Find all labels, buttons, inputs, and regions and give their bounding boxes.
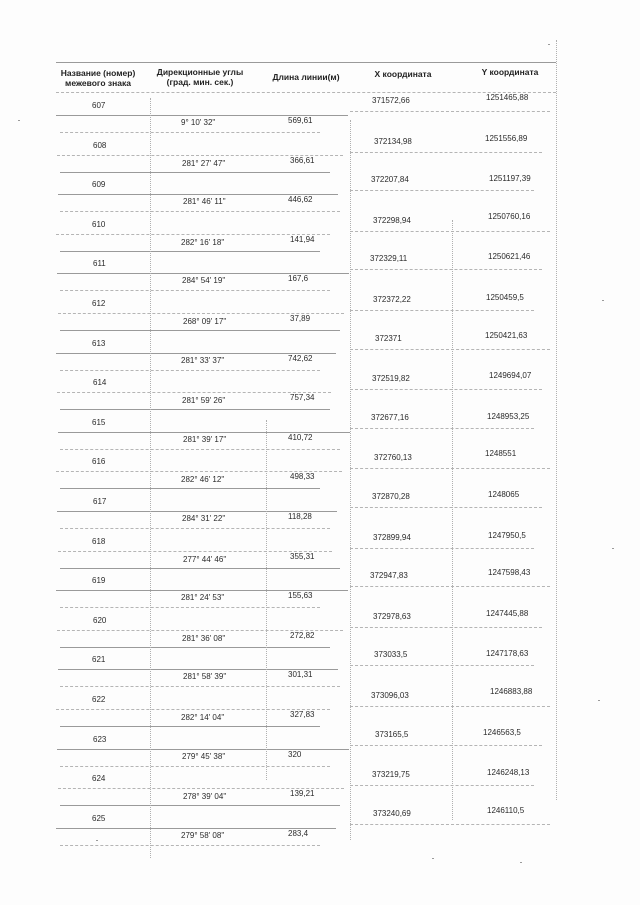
- directional-angle: 281° 24' 53": [181, 593, 225, 603]
- directional-angle: 282° 46' 12": [181, 475, 225, 485]
- line-length: 355,31: [290, 551, 315, 561]
- line-length: 167,6: [288, 274, 309, 284]
- point-name: 613: [92, 338, 106, 348]
- scan-speck: [598, 700, 600, 701]
- scan-speck: [612, 548, 614, 549]
- directional-angle: 284° 31' 22": [182, 514, 226, 523]
- directional-angle: 277° 44' 46": [183, 554, 227, 564]
- row-divider: [60, 132, 320, 133]
- x-coordinate: 371572,66: [372, 96, 410, 105]
- header-y: Y координата: [481, 67, 539, 77]
- x-coordinate: 372677,16: [371, 412, 409, 422]
- row-divider: [350, 745, 542, 746]
- directional-angle: 281° 39' 17": [183, 434, 227, 444]
- y-coordinate: 1246248,13: [487, 768, 530, 778]
- line-length: 757,34: [290, 393, 315, 403]
- scan-speck: [602, 300, 604, 301]
- point-name: 615: [92, 417, 106, 427]
- line-length: 118,28: [288, 512, 312, 521]
- y-coordinate: 1246110,5: [487, 805, 525, 815]
- line-length: 327,83: [290, 710, 315, 719]
- directional-angle: 281° 36' 08": [182, 633, 226, 643]
- x-coordinate: 373240,69: [373, 808, 411, 818]
- row-divider: [56, 709, 330, 710]
- point-name: 612: [92, 299, 106, 308]
- header-bottom-rule: [56, 92, 556, 93]
- y-coordinate: 1251465,88: [486, 93, 529, 102]
- directional-angle: 278° 39' 04": [183, 792, 227, 802]
- row-divider: [60, 251, 320, 252]
- column-divider: [452, 220, 453, 820]
- x-coordinate: 372372,22: [373, 295, 411, 304]
- directional-angle: 9° 10' 32": [181, 118, 216, 127]
- point-name: 617: [93, 497, 107, 506]
- point-name: 621: [92, 655, 106, 665]
- scan-speck: [18, 120, 20, 121]
- y-coordinate: 1247950,5: [488, 530, 526, 540]
- directional-angle: 281° 46' 11": [183, 197, 226, 207]
- row-divider: [350, 665, 534, 666]
- row-divider: [350, 152, 542, 153]
- x-coordinate: 372298,94: [373, 215, 411, 225]
- directional-angle: 279° 45' 38": [182, 751, 226, 761]
- row-divider: [60, 330, 340, 331]
- row-divider: [60, 686, 340, 687]
- y-coordinate: 1247445,88: [486, 608, 529, 618]
- y-coordinate: 1246563,5: [483, 727, 521, 737]
- row-divider: [350, 310, 534, 311]
- point-name: 620: [93, 615, 107, 625]
- y-coordinate: 1251556,89: [485, 133, 528, 143]
- point-name: 618: [92, 536, 106, 546]
- y-coordinate: 1246883,88: [490, 687, 533, 696]
- point-name: 622: [92, 695, 106, 704]
- directional-angle: 279° 58' 08": [181, 830, 225, 840]
- point-name: 607: [92, 101, 106, 110]
- row-divider: [60, 568, 340, 569]
- row-divider: [60, 647, 330, 648]
- row-divider: [60, 172, 330, 173]
- row-divider: [350, 111, 550, 112]
- point-name: 624: [92, 774, 106, 784]
- header-name: Название (номер) межевого знака: [60, 68, 136, 88]
- scan-speck: [548, 44, 550, 45]
- y-coordinate: 1247598,43: [488, 568, 531, 578]
- table-top-rule: [56, 62, 556, 63]
- line-length: 155,63: [288, 591, 313, 601]
- line-length: 139,21: [290, 789, 315, 799]
- x-coordinate: 372207,84: [371, 175, 409, 185]
- directional-angle: 281° 33' 37": [181, 355, 225, 365]
- column-divider: [350, 120, 351, 840]
- point-name: 625: [92, 813, 106, 823]
- point-name: 614: [93, 378, 107, 388]
- line-length: 320: [288, 749, 302, 759]
- line-length: 272,82: [290, 630, 315, 640]
- directional-angle: 282° 14' 04": [181, 713, 225, 722]
- column-divider: [266, 420, 267, 780]
- line-length: 141,94: [290, 234, 315, 244]
- x-coordinate: 372134,98: [374, 136, 412, 146]
- row-divider: [60, 488, 320, 489]
- y-coordinate: 1248551: [485, 449, 517, 459]
- line-length: 446,62: [288, 195, 313, 205]
- directional-angle: 282° 16' 18": [181, 237, 225, 247]
- y-coordinate: 1251197,39: [489, 174, 531, 184]
- point-name: 611: [93, 259, 106, 269]
- point-name: 616: [92, 457, 106, 467]
- row-divider: [350, 785, 534, 786]
- line-length: 569,61: [288, 116, 313, 125]
- row-divider: [350, 627, 542, 628]
- directional-angle: 268° 09' 17": [183, 317, 227, 326]
- point-name: 623: [93, 734, 107, 744]
- x-coordinate: 372760,13: [374, 453, 412, 463]
- directional-angle: 284° 54' 19": [182, 276, 226, 286]
- x-coordinate: 372371: [375, 333, 402, 343]
- y-coordinate: 1250621,46: [488, 252, 531, 262]
- row-divider: [350, 548, 534, 549]
- row-divider: [350, 428, 534, 429]
- x-coordinate: 372519,82: [372, 374, 410, 384]
- row-divider: [56, 234, 330, 235]
- scan-speck: [432, 858, 434, 859]
- x-coordinate: 372329,11: [370, 254, 408, 264]
- line-length: 283,4: [288, 828, 309, 838]
- y-coordinate: 1248953,25: [487, 411, 530, 421]
- y-coordinate: 1247178,63: [486, 649, 529, 659]
- column-divider: [556, 40, 557, 800]
- line-length: 37,89: [290, 314, 311, 323]
- row-divider: [60, 607, 320, 608]
- row-divider: [60, 766, 330, 767]
- point-name: 610: [92, 219, 106, 229]
- row-divider: [60, 449, 340, 450]
- x-coordinate: 372899,94: [373, 532, 411, 542]
- row-divider: [60, 290, 330, 291]
- x-coordinate: 373165,5: [375, 729, 409, 739]
- directional-angle: 281° 27' 47": [182, 158, 226, 168]
- row-divider: [60, 726, 320, 727]
- row-divider: [60, 845, 320, 846]
- point-name: 609: [92, 180, 106, 190]
- directional-angle: 281° 59' 26": [182, 396, 226, 406]
- row-divider: [350, 706, 550, 707]
- y-coordinate: 1250421,63: [485, 330, 528, 340]
- row-divider: [60, 805, 340, 806]
- line-length: 366,61: [290, 155, 315, 165]
- row-divider: [350, 190, 534, 191]
- line-length: 742,62: [288, 353, 313, 363]
- y-coordinate: 1249694,07: [489, 371, 532, 381]
- row-divider: [350, 468, 550, 469]
- line-length: 498,33: [290, 472, 315, 482]
- y-coordinate: 1248065: [488, 490, 520, 499]
- row-divider: [60, 528, 330, 529]
- row-divider: [350, 349, 550, 350]
- row-divider: [350, 269, 542, 270]
- x-coordinate: 373096,03: [371, 691, 409, 700]
- x-coordinate: 373219,75: [372, 770, 410, 780]
- row-divider: [350, 507, 542, 508]
- scan-speck: [520, 862, 522, 863]
- y-coordinate: 1250760,16: [488, 211, 531, 221]
- x-coordinate: 372978,63: [373, 611, 411, 621]
- x-coordinate: 372947,83: [370, 571, 408, 581]
- row-divider: [350, 824, 550, 825]
- point-name: 608: [93, 140, 107, 150]
- row-divider: [57, 749, 349, 750]
- line-length: 410,72: [288, 432, 313, 442]
- x-coordinate: 372870,28: [372, 492, 410, 501]
- line-length: 301,31: [288, 670, 313, 680]
- x-coordinate: 373033,5: [374, 650, 408, 660]
- row-divider: [350, 389, 542, 390]
- header-length: Длина линии(м): [272, 72, 340, 82]
- point-name: 619: [92, 576, 106, 586]
- column-divider: [150, 98, 151, 858]
- row-divider: [350, 586, 550, 587]
- scan-speck: [96, 840, 98, 841]
- y-coordinate: 1250459,5: [486, 293, 524, 302]
- row-divider: [60, 370, 320, 371]
- header-angle: Дирекционные углы (град. мин. сек.): [156, 67, 244, 87]
- row-divider: [60, 409, 330, 410]
- row-divider: [350, 231, 550, 232]
- header-x: X координата: [374, 69, 432, 79]
- directional-angle: 281° 58' 39": [183, 672, 227, 682]
- row-divider: [60, 211, 340, 212]
